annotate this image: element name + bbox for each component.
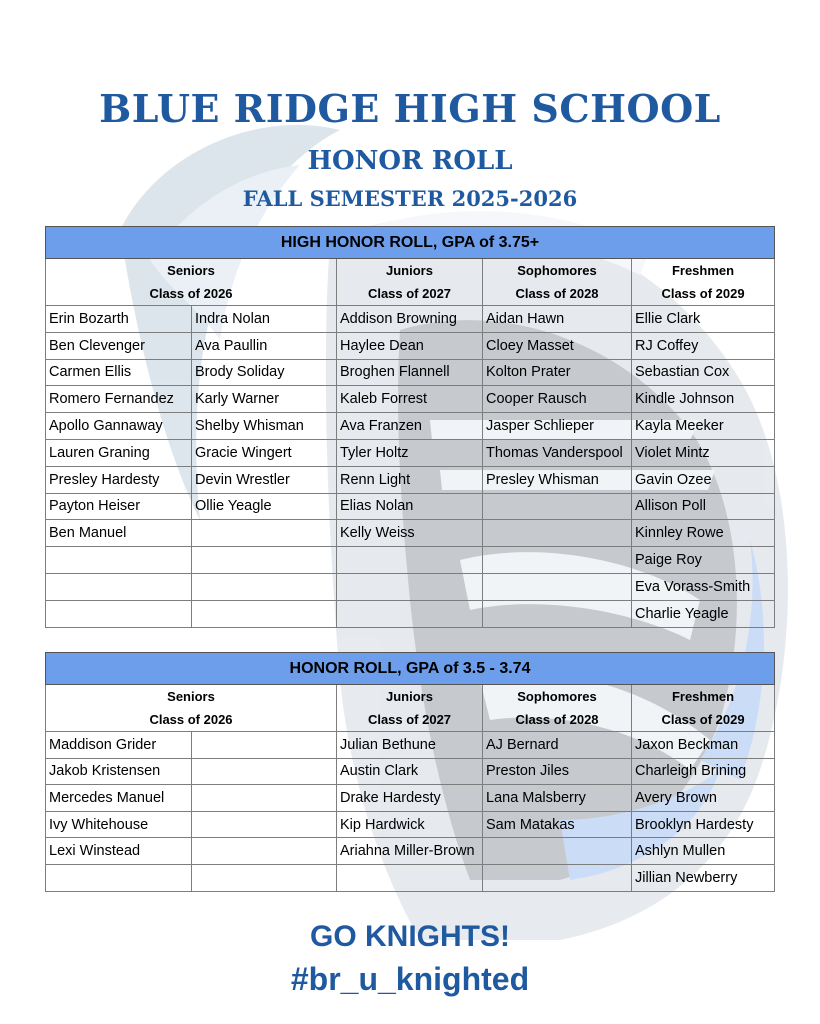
- student-name-cell: Karly Warner: [192, 386, 337, 413]
- student-name-cell: RJ Coffey: [632, 332, 775, 359]
- column-header-label: Juniors: [386, 689, 433, 704]
- student-name-cell: Apollo Gannaway: [46, 413, 192, 440]
- student-name-cell: Gavin Ozee: [632, 466, 775, 493]
- column-header-label: Freshmen: [671, 689, 735, 704]
- honor-roll-table: [45, 652, 775, 892]
- table-title: HIGH HONOR ROLL, GPA of 3.75+: [46, 227, 775, 259]
- column-header-class: Class of 2028: [515, 712, 599, 727]
- table-row: [46, 838, 775, 865]
- student-name-cell: Kayla Meeker: [632, 413, 775, 440]
- student-name-cell: Gracie Wingert: [192, 439, 337, 466]
- student-name-cell: [192, 758, 337, 785]
- table-row: [46, 332, 775, 359]
- student-name-cell: Romero Fernandez: [46, 386, 192, 413]
- student-name-cell: Tyler Holtz: [337, 439, 483, 466]
- student-name-cell: Brooklyn Hardesty: [632, 811, 775, 838]
- student-name-cell: [483, 547, 632, 574]
- column-header-label: Seniors: [167, 263, 215, 278]
- table-row: [46, 439, 775, 466]
- student-name-cell: Ben Clevenger: [46, 332, 192, 359]
- column-header-label: Sophomores: [517, 689, 597, 704]
- student-name-cell: Austin Clark: [337, 758, 483, 785]
- student-name-cell: Lana Malsberry: [483, 785, 632, 812]
- student-name-cell: [192, 600, 337, 627]
- student-name-cell: Preston Jiles: [483, 758, 632, 785]
- column-header-class: Class of 2028: [515, 286, 599, 301]
- table-row: [46, 573, 775, 600]
- table-row: [46, 864, 775, 891]
- student-name-cell: [192, 547, 337, 574]
- column-header-label: Seniors: [167, 689, 215, 704]
- student-name-cell: Elias Nolan: [337, 493, 483, 520]
- student-name-cell: Sam Matakas: [483, 811, 632, 838]
- column-header-class: Class of 2027: [367, 286, 452, 301]
- student-name-cell: Devin Wrestler: [192, 466, 337, 493]
- table-row: [46, 600, 775, 627]
- student-name-cell: Cloey Masset: [483, 332, 632, 359]
- student-name-cell: Charlie Yeagle: [632, 600, 775, 627]
- student-name-cell: Eva Vorass-Smith: [632, 573, 775, 600]
- column-header-class: Class of 2029: [661, 712, 745, 727]
- student-name-cell: Kelly Weiss: [337, 520, 483, 547]
- student-name-cell: Maddison Grider: [46, 732, 192, 759]
- student-name-cell: Payton Heiser: [46, 493, 192, 520]
- student-name-cell: Ariahna Miller-Brown: [337, 838, 483, 865]
- term-subtitle: FALL SEMESTER 2025-2026: [242, 186, 578, 211]
- student-name-cell: Ashlyn Mullen: [632, 838, 775, 865]
- student-name-cell: [192, 785, 337, 812]
- student-name-cell: Brody Soliday: [192, 359, 337, 386]
- student-name-cell: [337, 600, 483, 627]
- column-header-class: Class of 2026: [149, 286, 233, 301]
- student-name-cell: Paige Roy: [632, 547, 775, 574]
- column-header-juniors: [337, 685, 483, 732]
- student-name-cell: Thomas Vanderspool: [483, 439, 632, 466]
- column-header-class: Class of 2027: [367, 712, 452, 727]
- student-name-cell: Carmen Ellis: [46, 359, 192, 386]
- column-header-class: Class of 2026: [149, 712, 233, 727]
- student-name-cell: [483, 493, 632, 520]
- student-name-cell: Cooper Rausch: [483, 386, 632, 413]
- student-name-cell: Jakob Kristensen: [46, 758, 192, 785]
- table-row: [46, 359, 775, 386]
- student-name-cell: [337, 547, 483, 574]
- column-header-juniors: [337, 259, 483, 306]
- student-name-cell: [483, 573, 632, 600]
- student-name-cell: Lexi Winstead: [46, 838, 192, 865]
- student-name-cell: Renn Light: [337, 466, 483, 493]
- student-name-cell: Erin Bozarth: [46, 306, 192, 333]
- high-honor-roll-table: [45, 226, 775, 628]
- column-header-seniors: [46, 259, 337, 306]
- student-name-cell: Jasper Schlieper: [483, 413, 632, 440]
- student-name-cell: Presley Whisman: [483, 466, 632, 493]
- table-row: [46, 547, 775, 574]
- student-name-cell: [483, 520, 632, 547]
- column-header-label: Juniors: [386, 263, 433, 278]
- student-name-cell: Allison Poll: [632, 493, 775, 520]
- student-name-cell: Ellie Clark: [632, 306, 775, 333]
- column-header-freshmen: [632, 259, 775, 306]
- student-name-cell: Ben Manuel: [46, 520, 192, 547]
- column-header-sophomores: [483, 259, 632, 306]
- table-row: [46, 785, 775, 812]
- student-name-cell: Ivy Whitehouse: [46, 811, 192, 838]
- student-name-cell: Sebastian Cox: [632, 359, 775, 386]
- student-name-cell: AJ Bernard: [483, 732, 632, 759]
- student-name-cell: [483, 838, 632, 865]
- student-name-cell: Aidan Hawn: [483, 306, 632, 333]
- student-name-cell: [483, 600, 632, 627]
- student-name-cell: [46, 573, 192, 600]
- student-name-cell: [46, 547, 192, 574]
- column-header-label: Sophomores: [517, 263, 597, 278]
- table-row: [46, 758, 775, 785]
- student-name-cell: Broghen Flannell: [337, 359, 483, 386]
- table-row: [46, 386, 775, 413]
- student-name-cell: Kolton Prater: [483, 359, 632, 386]
- student-name-cell: Ollie Yeagle: [192, 493, 337, 520]
- student-name-cell: Ava Franzen: [337, 413, 483, 440]
- column-header-seniors: [46, 685, 337, 732]
- table-row: [46, 466, 775, 493]
- student-name-cell: Jillian Newberry: [632, 864, 775, 891]
- slogan: GO KNIGHTS!: [310, 920, 510, 953]
- student-name-cell: [483, 864, 632, 891]
- student-name-cell: Ava Paullin: [192, 332, 337, 359]
- student-name-cell: [46, 864, 192, 891]
- table-title: HONOR ROLL, GPA of 3.5 - 3.74: [46, 653, 775, 685]
- student-name-cell: Kip Hardwick: [337, 811, 483, 838]
- column-header-sophomores: [483, 685, 632, 732]
- student-name-cell: Violet Mintz: [632, 439, 775, 466]
- student-name-cell: Haylee Dean: [337, 332, 483, 359]
- student-name-cell: [337, 573, 483, 600]
- student-name-cell: [192, 732, 337, 759]
- student-name-cell: [192, 811, 337, 838]
- student-name-cell: [192, 573, 337, 600]
- student-name-cell: Jaxon Beckman: [632, 732, 775, 759]
- column-header-class: Class of 2029: [661, 286, 745, 301]
- student-name-cell: [46, 600, 192, 627]
- table-row: [46, 811, 775, 838]
- table-row: [46, 306, 775, 333]
- student-name-cell: Shelby Whisman: [192, 413, 337, 440]
- page-title: HONOR ROLL: [307, 146, 513, 176]
- student-name-cell: Presley Hardesty: [46, 466, 192, 493]
- column-header-freshmen: [632, 685, 775, 732]
- student-name-cell: Drake Hardesty: [337, 785, 483, 812]
- student-name-cell: Kinnley Rowe: [632, 520, 775, 547]
- student-name-cell: [192, 864, 337, 891]
- table-row: [46, 413, 775, 440]
- student-name-cell: Julian Bethune: [337, 732, 483, 759]
- student-name-cell: Indra Nolan: [192, 306, 337, 333]
- table-row: [46, 732, 775, 759]
- student-name-cell: Lauren Graning: [46, 439, 192, 466]
- student-name-cell: Addison Browning: [337, 306, 483, 333]
- student-name-cell: Charleigh Brining: [632, 758, 775, 785]
- student-name-cell: Mercedes Manuel: [46, 785, 192, 812]
- table-row: [46, 520, 775, 547]
- student-name-cell: [192, 520, 337, 547]
- school-name: BLUE RIDGE HIGH SCHOOL: [99, 86, 721, 131]
- student-name-cell: [192, 838, 337, 865]
- table-row: [46, 493, 775, 520]
- hashtag: #br_u_knighted: [290, 961, 530, 997]
- student-name-cell: Kaleb Forrest: [337, 386, 483, 413]
- student-name-cell: Kindle Johnson: [632, 386, 775, 413]
- column-header-label: Freshmen: [671, 263, 735, 278]
- student-name-cell: [337, 864, 483, 891]
- student-name-cell: Avery Brown: [632, 785, 775, 812]
